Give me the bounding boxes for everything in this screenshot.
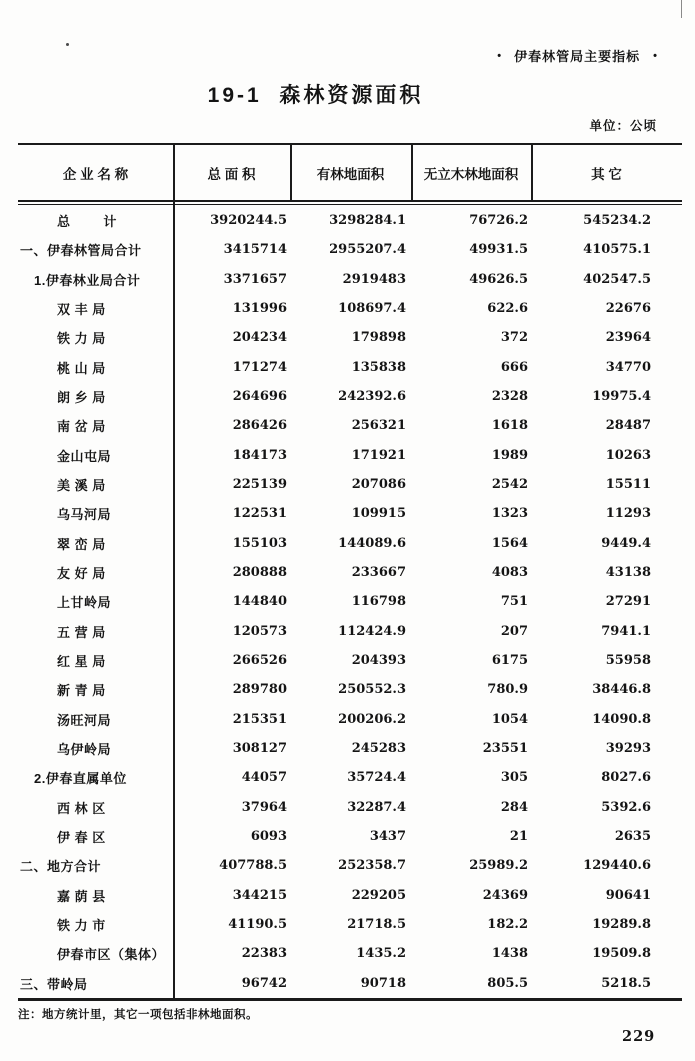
- other-area-value: 545234.2: [583, 213, 651, 229]
- total-area-value: 308127: [232, 741, 287, 757]
- column-header-total-area: 总 面 积: [207, 166, 256, 182]
- statistics-table: [18, 143, 682, 1001]
- forested-area-value: 21718.5: [347, 917, 406, 933]
- other-area-value: 55958: [605, 653, 651, 669]
- forested-area-value: 171921: [351, 447, 406, 463]
- table-row: [18, 235, 682, 264]
- forested-area-value: 245283: [351, 741, 406, 757]
- table-bottom-rule: [18, 998, 682, 1001]
- enterprise-name-cell: 桃 山 局: [57, 360, 106, 376]
- table-body: [18, 206, 682, 998]
- bullet-icon: •: [497, 49, 502, 62]
- non-standing-timber-area-value: 182.2: [487, 917, 528, 933]
- forested-area-value: 233667: [351, 565, 406, 581]
- other-area-value: 5218.5: [601, 975, 651, 991]
- enterprise-name-cell: 一、伊春林管局合计: [20, 243, 142, 259]
- total-area-value: 120573: [232, 623, 287, 639]
- non-standing-timber-area-value: 751: [500, 594, 528, 610]
- non-standing-timber-area-value: 372: [500, 330, 528, 346]
- table-row: [18, 675, 682, 704]
- footnote: 注：地方统计里，其它一项包括非林地面积。: [18, 1009, 258, 1021]
- table-row: [18, 470, 682, 499]
- scan-speck: [66, 43, 69, 46]
- non-standing-timber-area-value: 622.6: [487, 301, 528, 317]
- table-header-row: [18, 145, 682, 200]
- table-row: [18, 646, 682, 675]
- table-row: [18, 206, 682, 235]
- forested-area-value: 3437: [369, 829, 406, 845]
- forested-area-value: 3298284.1: [329, 213, 406, 229]
- other-area-value: 5392.6: [601, 799, 651, 815]
- enterprise-name-cell: 伊春市区（集体）: [57, 947, 166, 963]
- forested-area-value: 2919483: [342, 271, 406, 287]
- table-row: [18, 793, 682, 822]
- column-header-forested-area: 有林地面积: [316, 166, 385, 182]
- enterprise-name-cell: 铁 力 市: [57, 918, 106, 934]
- table-row: [18, 323, 682, 352]
- enterprise-name-cell: 嘉 荫 县: [57, 888, 106, 904]
- total-area-value: 289780: [232, 682, 287, 698]
- other-area-value: 11293: [605, 506, 651, 522]
- table-row: [18, 822, 682, 851]
- total-area-value: 37964: [241, 799, 287, 815]
- page-title: 19-1 森林资源面积: [207, 84, 424, 107]
- other-area-value: 27291: [605, 594, 651, 610]
- total-area-value: 280888: [232, 565, 287, 581]
- total-area-value: 266526: [232, 653, 287, 669]
- non-standing-timber-area-value: 805.5: [487, 975, 528, 991]
- non-standing-timber-area-value: 1323: [491, 506, 528, 522]
- other-area-value: 90641: [605, 887, 651, 903]
- total-area-value: 22383: [241, 946, 287, 962]
- column-header-enterprise-name: 企 业 名 称: [62, 166, 129, 182]
- enterprise-name-cell: 总 计: [57, 214, 117, 230]
- column-header-non-standing-timber-area: 无立木林地面积: [423, 166, 519, 182]
- non-standing-timber-area-value: 1618: [491, 418, 528, 434]
- total-area-value: 3415714: [223, 242, 287, 258]
- enterprise-name-cell: 五 营 局: [57, 624, 106, 640]
- total-area-value: 344215: [232, 887, 287, 903]
- enterprise-name-cell: 上甘岭局: [57, 595, 112, 611]
- non-standing-timber-area-value: 305: [500, 770, 528, 786]
- unit-label: 单位：公顷: [589, 119, 657, 133]
- forested-area-value: 144089.6: [338, 535, 406, 551]
- other-area-value: 34770: [605, 359, 651, 375]
- other-area-value: 43138: [605, 565, 651, 581]
- forested-area-value: 207086: [351, 477, 406, 493]
- running-header: [497, 46, 657, 65]
- non-standing-timber-area-value: 780.9: [487, 682, 528, 698]
- forested-area-value: 242392.6: [338, 389, 406, 405]
- bullet-icon: •: [653, 49, 657, 62]
- table-row: [18, 265, 682, 294]
- enterprise-name-cell: 友 好 局: [57, 566, 106, 582]
- non-standing-timber-area-value: 25989.2: [469, 858, 528, 874]
- total-area-value: 3371657: [223, 271, 287, 287]
- table-row: [18, 617, 682, 646]
- total-area-value: 131996: [232, 301, 287, 317]
- enterprise-name-cell: 红 星 局: [57, 654, 106, 670]
- other-area-value: 9449.4: [601, 535, 651, 551]
- non-standing-timber-area-value: 4083: [491, 565, 528, 581]
- scan-edge-artifact: [681, 0, 682, 18]
- non-standing-timber-area-value: 284: [500, 799, 528, 815]
- column-header-other: 其 它: [591, 166, 622, 182]
- forested-area-value: 32287.4: [347, 799, 406, 815]
- forested-area-value: 250552.3: [338, 682, 406, 698]
- page-number: 229: [622, 1028, 656, 1045]
- enterprise-name-cell: 朗 乡 局: [57, 390, 106, 406]
- enterprise-name-cell: 新 青 局: [57, 683, 106, 699]
- total-area-value: 264696: [232, 389, 287, 405]
- total-area-value: 3920244.5: [210, 213, 287, 229]
- non-standing-timber-area-value: 1054: [491, 711, 528, 727]
- enterprise-name-cell: 铁 力 局: [57, 331, 106, 347]
- table-row: [18, 529, 682, 558]
- total-area-value: 41190.5: [228, 917, 287, 933]
- non-standing-timber-area-value: 1564: [491, 535, 528, 551]
- non-standing-timber-area-value: 2328: [491, 389, 528, 405]
- forested-area-value: 204393: [351, 653, 406, 669]
- forested-area-value: 2955207.4: [329, 242, 406, 258]
- table-row: [18, 294, 682, 323]
- other-area-value: 129440.6: [583, 858, 651, 874]
- enterprise-name-cell: 乌马河局: [57, 507, 112, 523]
- other-area-value: 23964: [605, 330, 651, 346]
- forested-area-value: 179898: [351, 330, 406, 346]
- non-standing-timber-area-value: 23551: [482, 741, 528, 757]
- non-standing-timber-area-value: 2542: [491, 477, 528, 493]
- table-row: [18, 411, 682, 440]
- other-area-value: 39293: [605, 741, 651, 757]
- table-row: [18, 910, 682, 939]
- other-area-value: 8027.6: [601, 770, 651, 786]
- enterprise-name-cell: 美 溪 局: [57, 478, 106, 494]
- forested-area-value: 1435.2: [356, 946, 406, 962]
- enterprise-name-cell: 2.伊春直属单位: [34, 771, 127, 787]
- other-area-value: 10263: [605, 447, 651, 463]
- forested-area-value: 200206.2: [338, 711, 406, 727]
- table-row: [18, 851, 682, 880]
- other-area-value: 410575.1: [583, 242, 651, 258]
- non-standing-timber-area-value: 24369: [482, 887, 528, 903]
- other-area-value: 7941.1: [601, 623, 651, 639]
- table-row: [18, 734, 682, 763]
- total-area-value: 144840: [232, 594, 287, 610]
- enterprise-name-cell: 三、带岭局: [20, 976, 88, 992]
- enterprise-name-cell: 双 丰 局: [57, 302, 106, 318]
- forested-area-value: 116798: [351, 594, 406, 610]
- total-area-value: 184173: [232, 447, 287, 463]
- table-row: [18, 763, 682, 792]
- enterprise-name-cell: 伊 春 区: [57, 830, 106, 846]
- table-row: [18, 939, 682, 968]
- non-standing-timber-area-value: 207: [500, 623, 528, 639]
- enterprise-name-cell: 翠 峦 局: [57, 536, 106, 552]
- forested-area-value: 35724.4: [347, 770, 406, 786]
- total-area-value: 286426: [232, 418, 287, 434]
- total-area-value: 215351: [232, 711, 287, 727]
- forested-area-value: 90718: [360, 975, 406, 991]
- table-row: [18, 705, 682, 734]
- other-area-value: 28487: [605, 418, 651, 434]
- total-area-value: 122531: [232, 506, 287, 522]
- other-area-value: 19289.8: [592, 917, 651, 933]
- other-area-value: 2635: [614, 829, 651, 845]
- other-area-value: 38446.8: [592, 682, 651, 698]
- other-area-value: 402547.5: [583, 271, 651, 287]
- other-area-value: 14090.8: [592, 711, 651, 727]
- forested-area-value: 108697.4: [338, 301, 406, 317]
- table-row: [18, 558, 682, 587]
- non-standing-timber-area-value: 76726.2: [469, 213, 528, 229]
- non-standing-timber-area-value: 21: [509, 829, 528, 845]
- other-area-value: 15511: [605, 477, 651, 493]
- total-area-value: 6093: [250, 829, 287, 845]
- other-area-value: 22676: [605, 301, 651, 317]
- table-row: [18, 881, 682, 910]
- table-row: [18, 969, 682, 998]
- non-standing-timber-area-value: 1438: [491, 946, 528, 962]
- enterprise-name-cell: 1.伊春林业局合计: [34, 272, 141, 288]
- non-standing-timber-area-value: 49626.5: [469, 271, 528, 287]
- table-row: [18, 353, 682, 382]
- enterprise-name-cell: 汤旺河局: [57, 712, 112, 728]
- total-area-value: 171274: [232, 359, 287, 375]
- table-row: [18, 441, 682, 470]
- table-row: [18, 382, 682, 411]
- total-area-value: 155103: [232, 535, 287, 551]
- other-area-value: 19975.4: [592, 389, 651, 405]
- total-area-value: 225139: [232, 477, 287, 493]
- forested-area-value: 229205: [351, 887, 406, 903]
- table-row: [18, 499, 682, 528]
- enterprise-name-cell: 金山屯局: [57, 448, 112, 464]
- forested-area-value: 256321: [351, 418, 406, 434]
- header-rule-double: [18, 204, 682, 205]
- non-standing-timber-area-value: 49931.5: [469, 242, 528, 258]
- header-rule: [18, 200, 682, 202]
- enterprise-name-cell: 二、地方合计: [20, 859, 102, 875]
- running-header-text: 伊春林管局主要指标: [514, 49, 641, 64]
- forested-area-value: 109915: [351, 506, 406, 522]
- total-area-value: 96742: [241, 975, 287, 991]
- total-area-value: 44057: [241, 770, 287, 786]
- enterprise-name-cell: 乌伊岭局: [57, 742, 112, 758]
- enterprise-name-cell: 南 岔 局: [57, 419, 106, 435]
- non-standing-timber-area-value: 666: [500, 359, 528, 375]
- table-row: [18, 587, 682, 616]
- enterprise-name-cell: 西 林 区: [57, 800, 106, 816]
- non-standing-timber-area-value: 6175: [491, 653, 528, 669]
- total-area-value: 204234: [232, 330, 287, 346]
- non-standing-timber-area-value: 1989: [491, 447, 528, 463]
- total-area-value: 407788.5: [219, 858, 287, 874]
- forested-area-value: 135838: [351, 359, 406, 375]
- forested-area-value: 112424.9: [338, 623, 406, 639]
- forested-area-value: 252358.7: [338, 858, 406, 874]
- other-area-value: 19509.8: [592, 946, 651, 962]
